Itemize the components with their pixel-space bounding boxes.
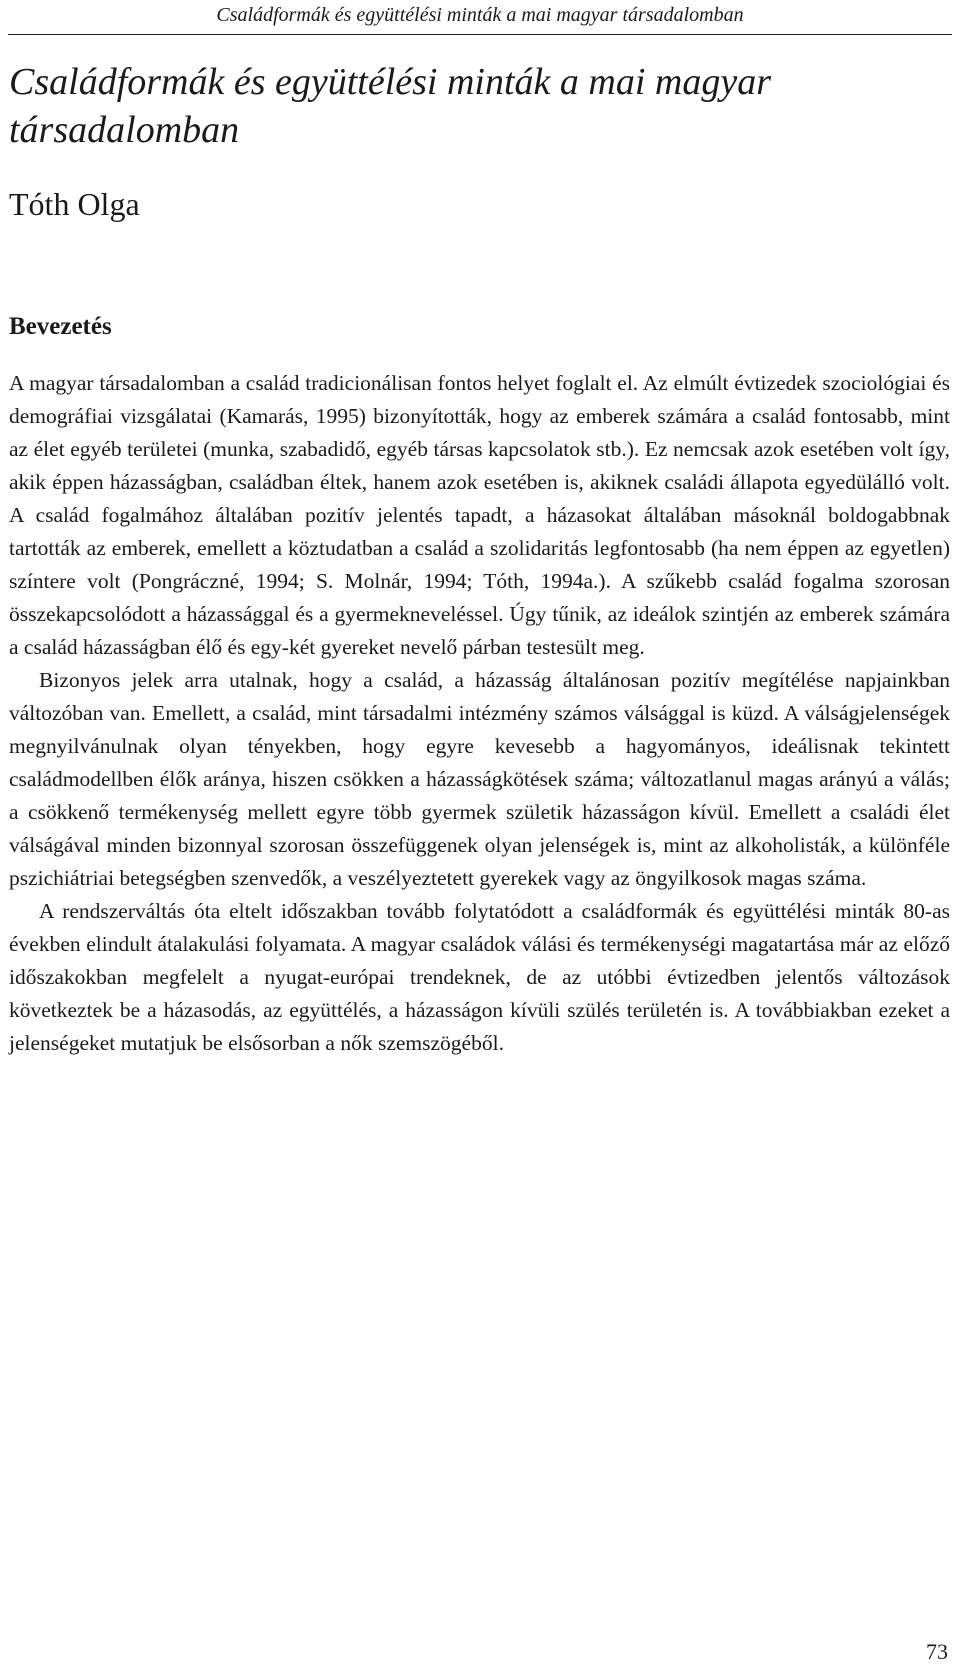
paragraph: Bizonyos jelek arra utalnak, hogy a család, a házasság általánosan pozitív megítélése napjainkban változóban van. Emellett, a család, mint társadalmi intézmény számos válsággal is küzd. A válságjelenségek megnyilvánulnak olyan tényekben, hogy egyre kevesebb a hagyományos, ideálisnak tekintett családmodellben élők aránya, hiszen csökken a házasságkötések száma; változatlanul magas arányú a válás; a csökkenő termékenység mellett egyre több gyermek születik házasságon kívül. Emellett a családi élet válságával minden bizonnyal szorosan összefüggenek olyan jelenségek is, mint az alkoholisták, a különféle pszichiátriai betegségben szenvedők, a veszélyeztetett gyerekek vagy az öngyilkosok magas száma. bbox=[9, 668, 950, 890]
article-author: Tóth Olga bbox=[9, 186, 140, 222]
paragraph: A magyar társadalomban a család tradicionálisan fontos helyet foglalt el. Az elmúlt évtizedek szociológiai és demográfiai vizsgálatai (Kamarás, 1995) bizonyították, hogy az emberek számára a család fontosabb, mint az élet egyéb területei (munka, szabadidő, egyéb társas kapcsolatok stb.). Ez nemcsak azok esetében volt így, akik éppen házasságban, családban éltek, hanem azok esetében is, akiknek családi állapota egyedülálló volt. A család fogalmához általában pozitív jelentés tapadt, a házasokat általában másoknál boldogabbnak tartották az emberek, emellett a köztudatban a család a szolidaritás legfontosabb (ha nem éppen az egyetlen) színtere volt (Pongráczné, 1994; S. Molnár, 1994; Tóth, 1994a.). A szűkebb család fogalma szorosan összekapcsolódott a házassággal és a gyermekneveléssel. Úgy tűnik, az ideálok szintjén az emberek számára a család házasságban élő és egy-két gyereket nevelő párban testesült meg. bbox=[9, 371, 950, 659]
section-body bbox=[9, 367, 950, 1060]
article-title: Családformák és együttélési minták a mai magyar társadalomban bbox=[9, 61, 772, 151]
page-number: 73 bbox=[926, 1639, 948, 1664]
section-heading: Bevezetés bbox=[9, 313, 112, 340]
header-divider bbox=[8, 34, 952, 35]
running-header: Családformák és együttélési minták a mai magyar társadalomban bbox=[216, 4, 744, 26]
paragraph: A rendszerváltás óta eltelt időszakban tovább folytatódott a családformák és együttélési minták 80-as években elindult átalakulási folyamata. A magyar családok válási és termékenységi magatartása már az előző időszakokban megfelelt a nyugat-európai trendeknek, de az utóbbi évtizedben jelentős változások következtek be a házasodás, az együttélés, a házasságon kívüli szülés területén is. A továbbiakban ezeket a jelenségeket mutatjuk be elsősorban a nők szemszögéből. bbox=[9, 899, 950, 1055]
